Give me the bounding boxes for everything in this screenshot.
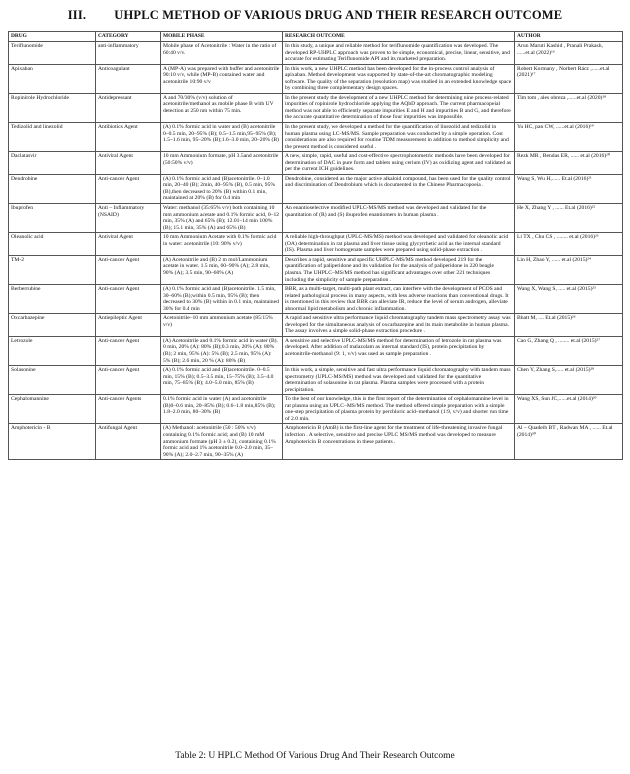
- cell-author: Lin H, Zhao Y, ...... et.al (2015)²⁴: [515, 255, 623, 284]
- table-caption: Table 2: U HPLC Method Of Various Drug And Their Research Outcome: [175, 751, 455, 761]
- cell-category: Anti-cancer Agent: [96, 285, 161, 314]
- table-header-row: [9, 32, 623, 42]
- cell-drug: Ropinirole Hydrochloride: [9, 93, 96, 122]
- table-row: [9, 93, 623, 122]
- cell-research-outcome: To the best of our knowledge, this is the first report of the determination of cephalomannine level in rat plasma using an UPLC–MS/MS method. The method offered simple preparation with a simple one-step precipitation of plasma protein by perchloric acid–methanol (1:9, v/v) and shorter run time of 2.0 min.: [283, 395, 515, 424]
- cell-author: Chen Y, Zhang S,..... et.al (2015)²⁸: [515, 366, 623, 395]
- table-body: [9, 42, 623, 460]
- cell-drug: Daclatasvir: [9, 152, 96, 175]
- cell-author: Li TX , Chu CS , ........ et.al (2016)²³: [515, 233, 623, 256]
- table-row: [9, 424, 623, 460]
- cell-category: Antibiotics Agent: [96, 123, 161, 152]
- cell-research-outcome: A reliable high-throughput (UPLC-MS/MS) method was developed and validated for oleanolic acid (OA) determination in rat plasma and liver tissue using glycyrrhetic acid as the internal standard (IS). Plasma and liver homogenate samples were prepared using solid-phase extraction .: [283, 233, 515, 256]
- cell-category: Antiviral Agent: [96, 152, 161, 175]
- cell-drug: Berberrubine: [9, 285, 96, 314]
- table-row: [9, 336, 623, 365]
- cell-mobile-phase: A and 70/30% (v/v) solution of acetonitrile/methanol as mobile phase B with UV detection at 250 nm within 75 min.: [161, 93, 283, 122]
- section-number: III.: [67, 8, 87, 22]
- header-research-outcome: RESEARCH OUTCOME: [283, 32, 515, 42]
- table-row: [9, 123, 623, 152]
- cell-research-outcome: A new, simple, rapid, useful and cost-effective spectrophotometric methods have been developed for determination of DAC in pure form and tablets using cerium (IV) as oxidizing agent and validated as per the current ICH guidelines.: [283, 152, 515, 175]
- table-row: [9, 285, 623, 314]
- cell-research-outcome: Dendrobine, considered as the major active alkaloid compound, has been used for the quality control and discrimination of Dendrobium which is documented in the Chinese Pharmacopoeia .: [283, 174, 515, 203]
- cell-author: Cao G, Zhang Q , ........ et.al (2015)²⁷: [515, 336, 623, 365]
- section-title: UHPLC METHOD OF VARIOUS DRUG AND THEIR RESEARCH OUTCOME: [114, 8, 563, 22]
- cell-category: Antiviral Agent: [96, 233, 161, 256]
- table-row: [9, 42, 623, 65]
- cell-category: Anticoagulant: [96, 64, 161, 93]
- cell-mobile-phase: (A) 0.1% formic acid and (B)acetonitrile. 1.5 min, 30–60% (B);within 0.5 min, 95% (B); then decreased to 30% (B) within in 0.1 min, maintained 30% for 0.4 min: [161, 285, 283, 314]
- cell-research-outcome: In the present study, we developed a method for the quantification of linezolid and tedizolid in human plasma using LC-MS/MS. Sample preparation was conducted by a simple operation. Cost considerations are also required for routine TDM measurement in addition to method simplicity and the present method is considered useful .: [283, 123, 515, 152]
- header-drug: DRUG: [9, 32, 96, 42]
- uhplc-table: [8, 31, 623, 460]
- cell-mobile-phase: (A) Acetonitrile and 0.1% formic acid in water (B). 0 min, 20% (A): 80% (B);0.3 min, 20% (A): 80% (B); 2 min, 95% (A): 5% (B); 2.5 min, 95% (A): 5% (B); 2.6 min, 20 % (A): 80% (B): [161, 336, 283, 365]
- cell-category: Anti-cancer Agent: [96, 336, 161, 365]
- table-row: [9, 255, 623, 284]
- cell-mobile-phase: (A) 0.1% formic acid and (B)acetonitrile. 0–1.0 min, 20–40 (B); 2min, 40–95% (B), 0.5 min, 95% (B),then decreased to 20% (B) within 0.1 min, maintained at 20% (B) for 0.4 min: [161, 174, 283, 203]
- cell-category: Anti-cancer Agent: [96, 174, 161, 203]
- cell-mobile-phase: (A) 0.1% formic acid in water and (B) acetonitrile 0–0.5 min, 20–95% (B); 0.5–1.5 min,95–95% (B); 1.5–1.6 min, 95–20% (B);1.6–3.0 min, 20–20% (B): [161, 123, 283, 152]
- cell-drug: Apixaban: [9, 64, 96, 93]
- cell-mobile-phase: 10 mm Ammonium formate, pH 3.5and acetonitrile (50:50% v/v): [161, 152, 283, 175]
- cell-research-outcome: In the present study the development of a new UHPLC method for determining nine process-related impurities of ropinirole hydrochloride applying the AQbD approach. The current pharmacopeial method was not able to efficiently separate impurities E and H and impurities B and G, and therefore the accurate quantitative determination of those four impurities was impossible.: [283, 93, 515, 122]
- cell-mobile-phase: A (MP-A) was prepared with buffer and acetonitrile 90:10 v/v, while (MP-B) contained water and acetonitrile 10:90 v/v: [161, 64, 283, 93]
- header-author: AUTHOR: [515, 32, 623, 42]
- cell-mobile-phase: Water: methanol (35:65% v/v) both containing 10 mm ammonium acetate and 0.1% formic acid, 0–12 min, 35% (A) and 65% (B); 12.01–14 min 100% (B); 15.1 min, 35% (A) and 65% (B): [161, 204, 283, 233]
- cell-mobile-phase: (A) Methanol: acetonitrile (50 : 50% v/v) containing 0.1% formic acid; and (B) 10 mM ammonium formate (pH 3 ± 0.2), containing 0.1% formic acid and 1% acetonitrile 0.0–2.0 min, 35–90% (A); 2.0–2.7 min, 90–35% (A): [161, 424, 283, 460]
- cell-drug: Oleanolic acid: [9, 233, 96, 256]
- table-row: [9, 174, 623, 203]
- cell-research-outcome: In this work, a simple, sensitive and fast ultra performance liquid chromatography with tandem mass spectrometry (UPLC-MS/MS) method was developed and validated for the quantitative determination of solasonine in rat plasma. Plasma samples were processed with a protein precipitation.: [283, 366, 515, 395]
- cell-category: Anti-cancer Agent: [96, 255, 161, 284]
- cell-author: Al – Quadeib BT , Radwan MA , ...... Et.al (2014)³⁰: [515, 424, 623, 460]
- cell-research-outcome: In this work, a new UHPLC method has been developed for the in-process control analysis of apixaban. Method development was supported by state-of-the-art chromatographic modeling software. The quality of the separation (resolution map) was studied in an extended knowledge space by combining three complementary design spaces.: [283, 64, 515, 93]
- cell-research-outcome: Describes a rapid, sensitive and specific UHPLC-MS/MS method developed 219 for the quantification of paliperidone and its validation for the analysis of paliperidone in 220 beagle plasma. The UHPLC–MS/MS method has significant advantages over other 221 techniques including the simplicity of sample preparation .: [283, 255, 515, 284]
- cell-drug: Oxcarbazepine: [9, 314, 96, 337]
- cell-author: Yu HC, pan CW, ......et.al (2016)¹⁹: [515, 123, 623, 152]
- table-row: [9, 64, 623, 93]
- table-row: [9, 152, 623, 175]
- cell-category: Anti – Inflammatory (NSAID): [96, 204, 161, 233]
- cell-drug: Teriflunomide: [9, 42, 96, 65]
- table-row: [9, 233, 623, 256]
- header-mobile-phase: MOBILE PHASE: [161, 32, 283, 42]
- cell-mobile-phase: 0.1% formic acid in water (A) and acetonitrile (B)0–0.6 min, 20–85% (B); 0.6–1.8 min,85% (B); 1.8–2.0 min, 80–30% (B): [161, 395, 283, 424]
- cell-research-outcome: A sensitive and selective UPLC-MS/MS method for determination of letrozole in rat plasma was developed. After addition of malazolam as internal standard (IS), protein precipitation by acetonitrile-methanol (9: 1, v/v) was used as sample preparation .: [283, 336, 515, 365]
- cell-drug: Tedizolid and linezolid: [9, 123, 96, 152]
- cell-category: Antiepileptic Agent: [96, 314, 161, 337]
- cell-drug: Ibuprofen: [9, 204, 96, 233]
- cell-category: Anti-cancer Agents: [96, 395, 161, 424]
- cell-mobile-phase: (A) Acetonitrile and (B) 2 m mol/Lammonium acetate in water. 1.5 min, 60–90% (A); 2.8 min, 90% (A); 3.5 min, 90–60% (A): [161, 255, 283, 284]
- cell-research-outcome: An enantioselective modified UPLC-MS/MS method was developed and validated for the quantitation of (R) and (S) ibuprofen enantiomers in human plasma .: [283, 204, 515, 233]
- cell-author: Robert Kormany , Norbert Rácz ,......et.al (2021)¹⁷: [515, 64, 623, 93]
- cell-author: Rezk MR , Bendas ER, ...... et.al (2016)²⁰: [515, 152, 623, 175]
- cell-author: Wang X, Wang S, ..... et.al (2015)²⁵: [515, 285, 623, 314]
- cell-research-outcome: BBR, as a multi-target, multi-path plant extract, can interfere with the development of PCOS and related pathological process in many aspects, with less adverse reactions than conventional drugs. It is mentioned in this review that BBR can alleviate IR, reduce the level of serum androgen, alleviate abnormal lipid metabolism and chronic inflammation.: [283, 285, 515, 314]
- cell-drug: Solasonine: [9, 366, 96, 395]
- cell-research-outcome: Amphotericin B (AmB) is the first-line agent for the treatment of life-threatening invasive fungal infection . A selective, sensitive and precise UPLC MS/MS method was developed to measure Amphotericin B concentrations in these patients .: [283, 424, 515, 460]
- cell-drug: Dendrobine: [9, 174, 96, 203]
- header-category: CATEGORY: [96, 32, 161, 42]
- cell-mobile-phase: Acetonitrile–10 mm ammonium acetate (85:15% v/v): [161, 314, 283, 337]
- cell-drug: Letrozole: [9, 336, 96, 365]
- cell-author: Arun Maruti Kashid , Pranali Prakash, ......et.al (2022)¹⁶: [515, 42, 623, 65]
- table-row: [9, 314, 623, 337]
- section-heading: [0, 8, 630, 23]
- cell-category: Antidepressant: [96, 93, 161, 122]
- cell-mobile-phase: (A) 0.1% formic acid and (B)acetonitrile. 0–0.5 min, 15% (B); 0.5–3.5 min, 15–75% (B); 3.5–4.0 min, 75–85% (B); 4.0–5.0 min, 85% (B): [161, 366, 283, 395]
- cell-mobile-phase: Mobile phase of Acetonitrile : Water in the ratio of 60:40 v/v.: [161, 42, 283, 65]
- cell-author: He X, Zhang Y , ...... Et.al (2016)²²: [515, 204, 623, 233]
- table-row: [9, 395, 623, 424]
- cell-author: Tim tom , ales obreza ,......et.al (2020)¹⁸: [515, 93, 623, 122]
- cell-category: Anti-cancer Agent: [96, 366, 161, 395]
- cell-category: anti-inflammatory: [96, 42, 161, 65]
- cell-research-outcome: In this study, a unique and reliable method for teriflunomide quantification was developed. The developed RP-UHPLC approach was proven to be simple, economical, precise, linear, sensitive, and accurate for estimating Teriflunomide API and its marketed preparation.: [283, 42, 515, 65]
- table-row: [9, 204, 623, 233]
- cell-research-outcome: A rapid and sensitive ultra performance liquid chromatography tandem mass spectrometry assay was developed for the simultaneous analysis of oxcarbazepine and its main metabolite in human plasma. The assay involves a simple solid-phase extraction procedure .: [283, 314, 515, 337]
- cell-author: Wang XS, Sun JC,......et.al (2014)²⁹: [515, 395, 623, 424]
- cell-category: Antifungal Agent: [96, 424, 161, 460]
- cell-drug: Cephalomannine: [9, 395, 96, 424]
- cell-drug: Amphotericin - B: [9, 424, 96, 460]
- cell-author: Wang S, Wu H,...... Et.al (2016)²¹: [515, 174, 623, 203]
- table-row: [9, 366, 623, 395]
- cell-mobile-phase: 10 mm Ammonium Acetate with 0.1% formic acid in water: acetonitrile (10: 90% v/v): [161, 233, 283, 256]
- cell-author: Bhatt M, .... Et.al (2015)²⁶: [515, 314, 623, 337]
- cell-drug: TM-2: [9, 255, 96, 284]
